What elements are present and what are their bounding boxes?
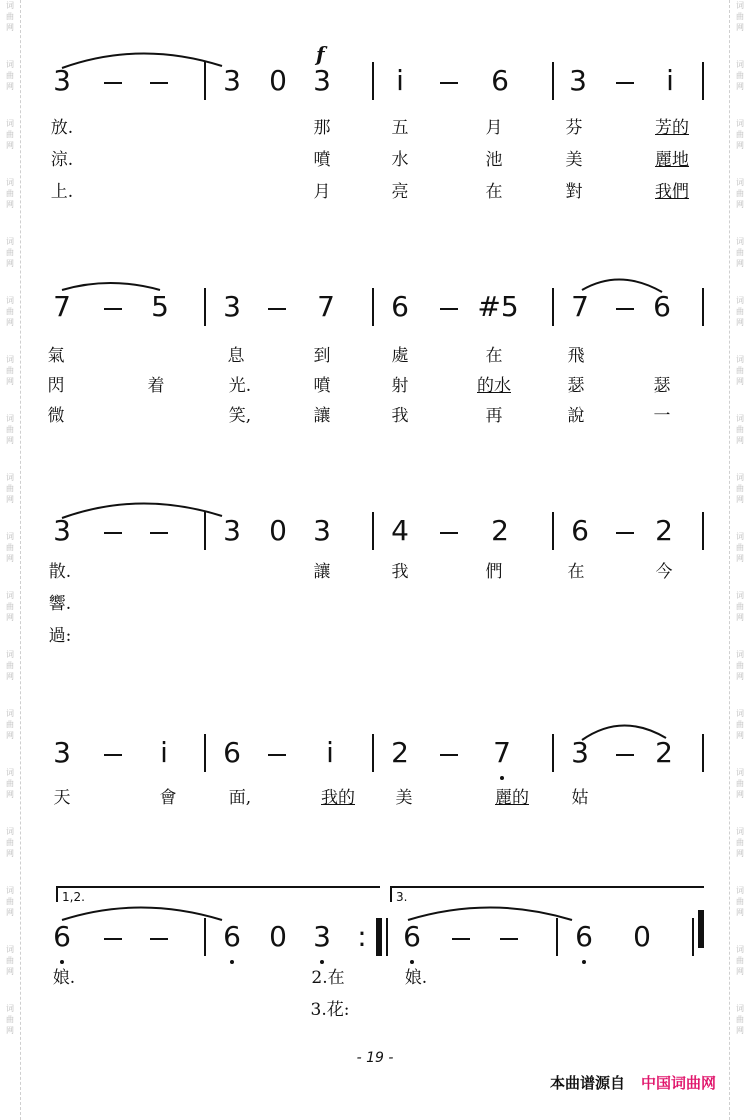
watermark-char: 网 [6, 908, 14, 917]
barline [702, 288, 704, 326]
note: 0 [269, 920, 287, 953]
watermark-char: 曲 [736, 425, 744, 434]
note: 3 [53, 64, 71, 97]
watermark-char: 词 [736, 355, 744, 364]
watermark-char: 词 [6, 768, 14, 777]
watermark-char: 网 [6, 495, 14, 504]
watermark-char: 网 [6, 141, 14, 150]
barline [204, 288, 206, 326]
volta-bracket-2 [390, 886, 704, 902]
watermark-char: 词 [6, 1, 14, 10]
lyric: 五 [391, 118, 409, 138]
dash [268, 308, 286, 310]
watermark-char: 词 [736, 178, 744, 187]
lyric: 瑟 [653, 376, 671, 396]
dash [616, 82, 634, 84]
lyric: 我的 [321, 788, 355, 808]
lyric: 飛 [567, 346, 585, 366]
lyric: 說 [567, 406, 585, 426]
volta-bracket-1 [56, 886, 380, 902]
note: i [396, 64, 404, 97]
watermark-char: 网 [736, 377, 744, 386]
watermark-char: 词 [6, 650, 14, 659]
note: 3 [53, 514, 71, 547]
watermark-char: 词 [6, 178, 14, 187]
barline [702, 512, 704, 550]
note: 3 [569, 64, 587, 97]
barline [552, 288, 554, 326]
lyric: 上. [50, 182, 74, 202]
watermark-char: 曲 [736, 897, 744, 906]
watermark-char: 词 [736, 709, 744, 718]
slur [582, 725, 666, 740]
lyric: 麗的 [495, 788, 529, 808]
note: 7 [317, 290, 335, 323]
barline [204, 512, 206, 550]
watermark-char: 曲 [736, 307, 744, 316]
watermark-char: 网 [6, 23, 14, 32]
slur [62, 908, 222, 921]
watermark-char: 曲 [736, 661, 744, 670]
note: 4 [391, 514, 409, 547]
barline [692, 918, 694, 956]
watermark-char: 词 [736, 591, 744, 600]
lyric: 我 [391, 406, 409, 426]
barline [204, 734, 206, 772]
watermark-char: 曲 [736, 838, 744, 847]
watermark-char: 曲 [6, 1015, 14, 1024]
lower-octave-dot [230, 960, 234, 964]
page-number: - 19 - [356, 1050, 394, 1066]
note: 3 [223, 514, 241, 547]
lyric: 再 [485, 406, 503, 426]
lyric: 響. [48, 594, 72, 614]
lyric: 芬 [565, 118, 583, 138]
lyric: 我們 [655, 182, 689, 202]
watermark-char: 曲 [736, 602, 744, 611]
barline [372, 62, 374, 100]
lyric: 一 [653, 406, 671, 426]
watermark-char: 网 [6, 672, 14, 681]
dash [150, 938, 168, 940]
watermark-char: 网 [736, 318, 744, 327]
lyric: 處 [391, 346, 409, 366]
lyric: 在 [485, 182, 503, 202]
watermark-char: 曲 [736, 130, 744, 139]
barline [204, 918, 206, 956]
dash [616, 308, 634, 310]
source-brand-link[interactable]: 中国词曲网 [640, 1074, 716, 1092]
dash [104, 938, 122, 940]
note: 0 [269, 64, 287, 97]
watermark-char: 网 [736, 23, 744, 32]
barline [552, 62, 554, 100]
watermark-char: 曲 [6, 307, 14, 316]
watermark-char: 曲 [736, 779, 744, 788]
barline [552, 512, 554, 550]
note: 0 [633, 920, 651, 953]
watermark-char: 网 [736, 554, 744, 563]
watermark-char: 网 [736, 1026, 744, 1035]
repeat-barline [376, 918, 382, 956]
lyric: 麗地 [655, 150, 689, 170]
watermark-char: 词 [6, 886, 14, 895]
note: 3 [223, 290, 241, 323]
lyric: 我 [391, 562, 409, 582]
lyric: 氣 [47, 346, 65, 366]
watermark-char: 曲 [6, 897, 14, 906]
watermark-char: 曲 [736, 189, 744, 198]
lyric: 對 [565, 182, 583, 202]
note: 7 [571, 290, 589, 323]
watermark-char: 词 [736, 296, 744, 305]
barline [372, 734, 374, 772]
watermark-char: 词 [6, 414, 14, 423]
note: #5 [477, 290, 519, 323]
watermark-char: 曲 [736, 366, 744, 375]
note: 2 [491, 514, 509, 547]
dash [440, 754, 458, 756]
lyric: 月 [485, 118, 503, 138]
watermark-char: 网 [6, 259, 14, 268]
lyric: 瑟 [567, 376, 585, 396]
dash [452, 938, 470, 940]
watermark-char: 曲 [736, 12, 744, 21]
dash [616, 532, 634, 534]
lower-octave-dot [60, 960, 64, 964]
lower-octave-dot [582, 960, 586, 964]
watermark-char: 网 [736, 672, 744, 681]
lyric: 美 [565, 150, 583, 170]
lyric: 面, [228, 788, 252, 808]
lyric: 會 [159, 788, 177, 808]
lyric: 微 [47, 406, 65, 426]
watermark-char: 网 [736, 200, 744, 209]
watermark-char: 曲 [6, 425, 14, 434]
note: 6 [491, 64, 509, 97]
lyric: 娘. [404, 968, 428, 988]
watermark-char: 曲 [6, 248, 14, 257]
watermark-char: 曲 [6, 838, 14, 847]
watermark-char: 词 [6, 827, 14, 836]
watermark-char: 曲 [736, 956, 744, 965]
watermark-char: 词 [736, 827, 744, 836]
watermark-char: 词 [736, 945, 744, 954]
lower-octave-dot [410, 960, 414, 964]
note: 2 [655, 736, 673, 769]
dash [440, 82, 458, 84]
lyric: 放. [50, 118, 74, 138]
watermark-char: 网 [6, 613, 14, 622]
watermark-char: 网 [6, 377, 14, 386]
barline [372, 512, 374, 550]
watermark-char: 曲 [6, 130, 14, 139]
watermark-char: 网 [6, 849, 14, 858]
watermark-char: 曲 [6, 543, 14, 552]
note: 3 [313, 64, 331, 97]
note: 2 [391, 736, 409, 769]
watermark-char: 网 [6, 731, 14, 740]
watermark-char: 网 [6, 554, 14, 563]
dash [440, 308, 458, 310]
watermark-char: 曲 [6, 956, 14, 965]
watermark-char: 词 [736, 1004, 744, 1013]
note: 6 [391, 290, 409, 323]
lyric: 池 [485, 150, 503, 170]
watermark-char: 词 [6, 119, 14, 128]
lyric: 2.在 [311, 968, 345, 988]
final-barline [698, 910, 704, 948]
watermark-char: 词 [6, 591, 14, 600]
watermark-char: 词 [6, 1004, 14, 1013]
watermark-char: 网 [6, 967, 14, 976]
watermark-char: 曲 [6, 366, 14, 375]
watermark-char: 词 [736, 414, 744, 423]
lyric: 到 [313, 346, 331, 366]
watermark-char: 网 [736, 908, 744, 917]
watermark-char: 网 [6, 318, 14, 327]
lyric: 讓 [313, 562, 331, 582]
lyric: 亮 [391, 182, 409, 202]
note: 3 [571, 736, 589, 769]
watermark-char: 词 [736, 473, 744, 482]
note: 6 [571, 514, 589, 547]
repeat-sign: : [357, 920, 367, 953]
watermark-char: 词 [6, 296, 14, 305]
watermark-char: 网 [736, 790, 744, 799]
lyric: 笑, [228, 406, 252, 426]
watermark-char: 曲 [6, 189, 14, 198]
lyric: 3.花: [310, 1000, 350, 1020]
lyric: 天 [53, 788, 71, 808]
lyric: 息 [227, 346, 245, 366]
watermark-char: 网 [736, 967, 744, 976]
watermark-char: 曲 [6, 720, 14, 729]
watermark-char: 曲 [6, 484, 14, 493]
lyric: 的水 [477, 376, 511, 396]
dash [440, 532, 458, 534]
watermark-char: 曲 [736, 1015, 744, 1024]
barline [204, 62, 206, 100]
lyric: 今 [655, 562, 673, 582]
lyric: 着 [147, 376, 165, 396]
watermark-char: 曲 [6, 602, 14, 611]
slur [62, 53, 222, 68]
dash [150, 82, 168, 84]
lower-octave-dot [500, 776, 504, 780]
dash [104, 754, 122, 756]
lyric: 娘. [52, 968, 76, 988]
watermark-char: 网 [6, 436, 14, 445]
barline [386, 918, 388, 956]
lyric: 在 [485, 346, 503, 366]
note: 6 [53, 920, 71, 953]
watermark-char: 词 [6, 60, 14, 69]
lyric: 射 [391, 376, 409, 396]
watermark-char: 曲 [736, 484, 744, 493]
watermark-char: 网 [6, 200, 14, 209]
watermark-char: 曲 [736, 71, 744, 80]
watermark-char: 词 [6, 237, 14, 246]
dash [104, 532, 122, 534]
watermark-char: 网 [736, 259, 744, 268]
dash [104, 82, 122, 84]
watermark-char: 曲 [736, 720, 744, 729]
barline [372, 288, 374, 326]
dash [150, 532, 168, 534]
lyric: 姑 [571, 788, 589, 808]
watermark-char: 曲 [6, 71, 14, 80]
lyric: 們 [485, 562, 503, 582]
dash [268, 754, 286, 756]
lyric: 芳的 [655, 118, 689, 138]
watermark-char: 词 [736, 237, 744, 246]
note: 6 [223, 920, 241, 953]
lyric: 散. [48, 562, 72, 582]
watermark-char: 词 [736, 886, 744, 895]
note: 7 [53, 290, 71, 323]
watermark-char: 网 [6, 1026, 14, 1035]
lyric: 那 [313, 118, 331, 138]
slur [62, 503, 222, 518]
lyric: 讓 [313, 406, 331, 426]
note: 3 [223, 64, 241, 97]
barline [552, 734, 554, 772]
note: 6 [403, 920, 421, 953]
lyric: 涼. [50, 150, 74, 170]
watermark-char: 网 [736, 495, 744, 504]
note: 6 [223, 736, 241, 769]
note: 3 [313, 514, 331, 547]
watermark-char: 词 [736, 119, 744, 128]
lyric: 光. [228, 376, 252, 396]
watermark-char: 词 [6, 532, 14, 541]
watermark-char: 词 [736, 60, 744, 69]
watermark-char: 词 [6, 945, 14, 954]
watermark-char: 词 [736, 650, 744, 659]
watermark-char: 曲 [736, 543, 744, 552]
watermark-char: 词 [736, 532, 744, 541]
watermark-char: 网 [6, 82, 14, 91]
watermark-char: 网 [736, 436, 744, 445]
dash [616, 754, 634, 756]
lyric: 美 [395, 788, 413, 808]
source-credit [550, 1072, 716, 1093]
watermark-char: 网 [6, 790, 14, 799]
slur [582, 279, 662, 292]
watermark-char: 曲 [6, 12, 14, 21]
note: i [326, 736, 334, 769]
slur [408, 908, 572, 921]
note: 7 [493, 736, 511, 769]
volta-label-1: 1,2. [62, 890, 85, 904]
watermark-char: 曲 [6, 661, 14, 670]
note: i [160, 736, 168, 769]
note: 3 [313, 920, 331, 953]
slur [62, 283, 160, 290]
watermark-char: 网 [736, 849, 744, 858]
lyric: 水 [391, 150, 409, 170]
note: i [666, 64, 674, 97]
watermark-char: 词 [6, 709, 14, 718]
note: 3 [53, 736, 71, 769]
note: 2 [655, 514, 673, 547]
lyric: 在 [567, 562, 585, 582]
dash [104, 308, 122, 310]
lyric: 月 [313, 182, 331, 202]
note: 6 [653, 290, 671, 323]
watermark-char: 词 [6, 355, 14, 364]
lyric: 噴 [313, 150, 331, 170]
watermark-char: 词 [6, 473, 14, 482]
watermark-char: 网 [736, 731, 744, 740]
volta-label-2: 3. [396, 890, 408, 904]
dash [500, 938, 518, 940]
barline [702, 62, 704, 100]
note: 5 [151, 290, 169, 323]
lyric: 閃 [47, 376, 65, 396]
watermark-char: 曲 [6, 779, 14, 788]
dynamic-mark: f [316, 42, 325, 66]
source-text: 本曲谱源自 [549, 1074, 625, 1092]
watermark-char: 网 [736, 141, 744, 150]
watermark-char: 词 [736, 768, 744, 777]
note: 0 [269, 514, 287, 547]
lower-octave-dot [320, 960, 324, 964]
watermark-char: 曲 [736, 248, 744, 257]
watermark-char: 网 [736, 613, 744, 622]
watermark-char: 词 [736, 1, 744, 10]
note: 6 [575, 920, 593, 953]
lyric: 過: [48, 626, 72, 646]
watermark-char: 网 [736, 82, 744, 91]
lyric: 噴 [313, 376, 331, 396]
barline [702, 734, 704, 772]
barline [556, 918, 558, 956]
